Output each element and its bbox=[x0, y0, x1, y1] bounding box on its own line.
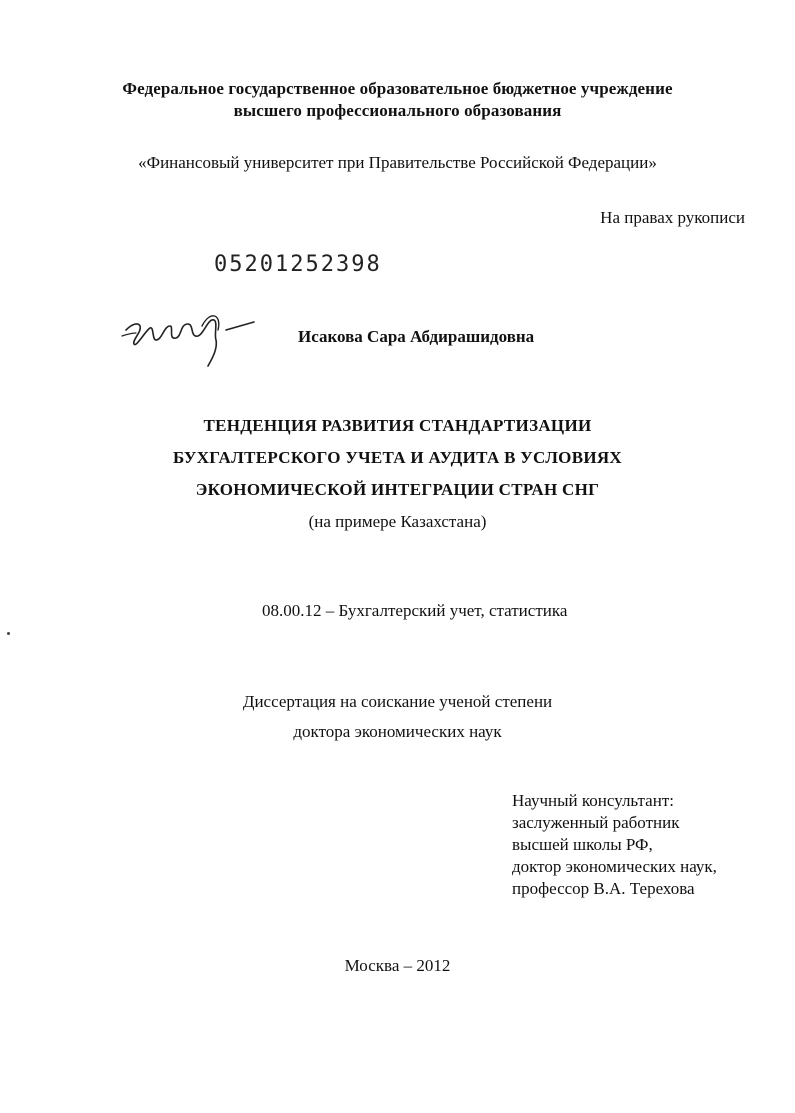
title-line-2: БУХГАЛТЕРСКОГО УЧЕТА И АУДИТА В УСЛОВИЯХ bbox=[172, 448, 623, 467]
consultant-line-2: высшей школы РФ, bbox=[512, 835, 653, 854]
consultant-line-1: заслуженный работник bbox=[512, 813, 680, 832]
city-year: Москва – 2012 bbox=[344, 956, 451, 975]
scientific-consultant bbox=[512, 790, 717, 900]
institution-line-1: Федеральное государственное образовательное бюджетное учреждение bbox=[122, 79, 673, 98]
scan-speck bbox=[7, 632, 10, 635]
author-name: Исакова Сара Абдирашидовна bbox=[298, 327, 535, 346]
consultant-heading: Научный консультант: bbox=[512, 791, 674, 810]
signature-icon bbox=[118, 300, 268, 370]
institution-line-2: высшего профессионального образования bbox=[233, 101, 562, 120]
consultant-line-3: доктор экономических наук, bbox=[512, 857, 717, 876]
title-line-1: ТЕНДЕНЦИЯ РАЗВИТИЯ СТАНДАРТИЗАЦИИ bbox=[203, 416, 592, 435]
university-name: «Финансовый университет при Правительстве Российской Федерации» bbox=[138, 153, 657, 172]
serial-number: 05201252398 bbox=[214, 252, 382, 277]
title-line-3: ЭКОНОМИЧЕСКОЙ ИНТЕГРАЦИИ СТРАН СНГ bbox=[195, 480, 600, 499]
title-subtitle: (на примере Казахстана) bbox=[308, 512, 487, 531]
degree-line-2: доктора экономических наук bbox=[293, 722, 502, 741]
rights-note: На правах рукописи bbox=[600, 208, 745, 227]
consultant-line-4: профессор В.А. Терехова bbox=[512, 879, 695, 898]
degree-line-1: Диссертация на соискание ученой степени bbox=[242, 692, 553, 711]
specialty-code: 08.00.12 – Бухгалтерский учет, статистика bbox=[262, 601, 568, 620]
